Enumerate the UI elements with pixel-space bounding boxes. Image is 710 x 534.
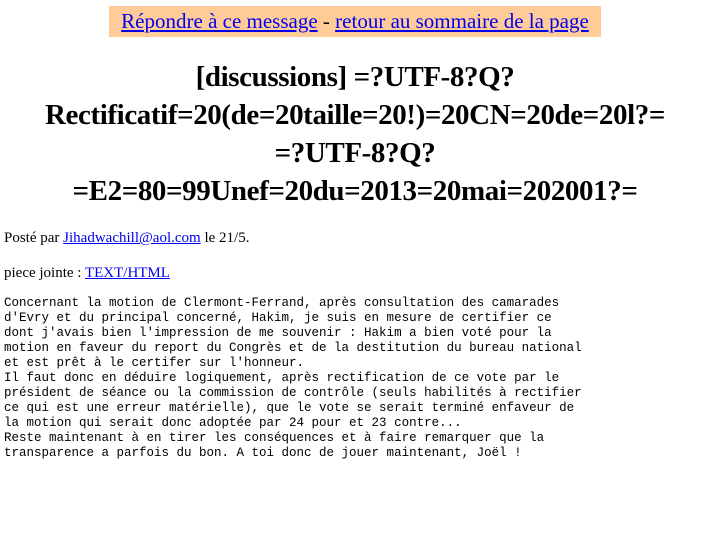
attachment-line bbox=[4, 264, 170, 282]
message-title bbox=[0, 58, 710, 210]
navigation-bar-container bbox=[0, 6, 710, 37]
title-line: [discussions] =?UTF-8?Q? bbox=[195, 61, 515, 93]
title-line: Rectificatif=20(de=20taille=20!)=20CN=20de=20l?= bbox=[45, 99, 665, 131]
body-line: et est prêt à le certifer sur l'honneur. bbox=[4, 356, 305, 370]
body-line: motion en faveur du report du Congrès et de la destitution du bureau national bbox=[4, 341, 582, 355]
message-body bbox=[4, 296, 582, 461]
attachment-link[interactable]: TEXT/HTML bbox=[84, 265, 170, 281]
posted-date: le 21/5. bbox=[200, 230, 250, 246]
body-line: transparence a parfois du bon. A toi donc de jouer maintenant, Joël ! bbox=[4, 446, 522, 460]
title-line: =?UTF-8?Q? bbox=[274, 137, 436, 169]
posted-by-line bbox=[4, 229, 249, 247]
body-line: la motion qui serait donc adoptée par 24 pour et 23 contre... bbox=[4, 416, 462, 430]
body-line: président de séance ou la commission de contrôle (seuls habilités à rectifier bbox=[4, 386, 582, 400]
body-line: dont j'avais bien l'impression de me souvenir : Hakim a bien voté pour la bbox=[4, 326, 552, 340]
body-line: d'Evry et du principal concerné, Hakim, je suis en mesure de certifier ce bbox=[4, 311, 552, 325]
body-line: Concernant la motion de Clermont-Ferrand, après consultation des camarades bbox=[4, 296, 560, 310]
back-to-summary-link[interactable]: retour au sommaire de la page bbox=[335, 9, 589, 33]
body-line: Reste maintenant à en tirer les conséquences et à faire remarquer que la bbox=[4, 431, 545, 445]
navigation-bar bbox=[109, 6, 601, 37]
body-line: ce qui est une erreur matérielle), que le vote se serait terminé enfaveur de bbox=[4, 401, 575, 415]
posted-prefix: Posté par bbox=[4, 230, 64, 246]
nav-separator: - bbox=[322, 9, 330, 33]
author-email-link[interactable]: Jihadwachill@aol.com bbox=[63, 230, 201, 246]
body-line: Il faut donc en déduire logiquement, après rectification de ce vote par le bbox=[4, 371, 560, 385]
reply-link[interactable]: Répondre à ce message bbox=[121, 9, 318, 33]
attachment-label: piece jointe : bbox=[4, 265, 85, 281]
title-line: =E2=80=99Unef=20du=2013=20mai=202001?= bbox=[72, 175, 638, 207]
